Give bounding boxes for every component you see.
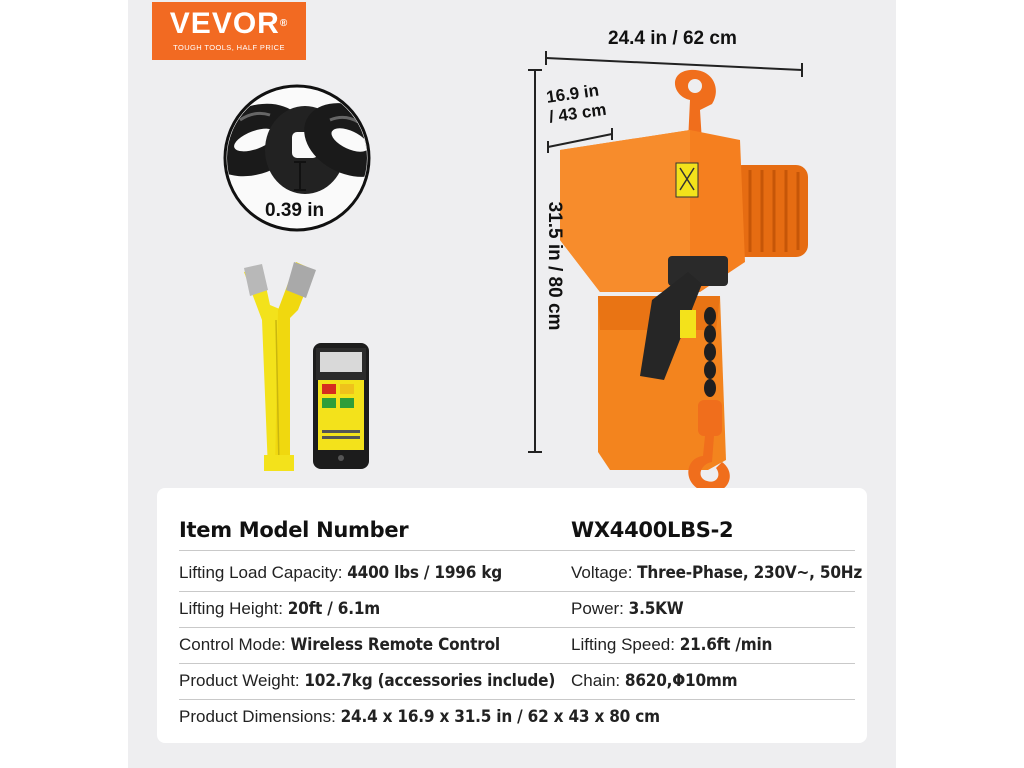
model-header: Item Model Number [179,518,409,542]
spec-value: 102.7kg (accessories include) [304,671,556,691]
spec-value: 24.4 x 16.9 x 31.5 in / 62 x 43 x 80 cm [340,707,660,727]
spec-key: Lifting Load Capacity: [179,563,348,582]
spec-row [179,627,855,664]
depth-dimension-label [545,80,608,128]
spec-cell [571,591,683,627]
spec-key: Voltage: [571,563,638,582]
spec-key: Control Mode: [179,635,291,654]
spec-value: 8620,Φ10mm [624,671,738,691]
brand-tagline: TOUGH TOOLS, HALF PRICE [173,43,285,52]
spec-cell [179,555,502,591]
height-dimension-label: 31.5 in / 80 cm [544,201,565,331]
dimensions-row [179,699,855,735]
spec-cell [571,627,772,663]
spec-row [179,663,855,700]
spec-cell [179,591,380,627]
electric-hoist-image [560,70,808,493]
spec-key: Lifting Speed: [571,635,680,654]
spec-cell [179,627,500,663]
specifications-table [157,488,867,743]
width-dimension-label: 24.4 in / 62 cm [608,28,737,49]
spec-key: Lifting Height: [179,599,288,618]
spec-key: Product Dimensions: [179,707,341,726]
spec-value: Wireless Remote Control [290,635,500,655]
spec-cell [179,663,555,699]
depth-dimension-in: 16.9 in [545,80,601,107]
registered-mark: ® [279,18,289,29]
spec-row [179,591,855,628]
remote-control-image [313,343,369,469]
model-value: WX4400LBS-2 [571,518,734,542]
lifting-sling-image [244,262,316,471]
brand-name: VEVOR [169,7,280,40]
spec-row [179,555,863,592]
spec-key: Chain: [571,671,625,690]
spec-cell [571,555,862,591]
spec-value: 4400 lbs / 1996 kg [347,563,503,583]
model-row [179,510,855,551]
depth-dimension-cm: / 43 cm [547,99,608,127]
spec-key: Product Weight: [179,671,305,690]
spec-key: Power: [571,599,629,618]
spec-value: Three-Phase, 230V~, 50Hz [637,563,863,583]
spec-value: 3.5KW [628,599,684,619]
chain-thickness-label: 0.39 in [265,200,325,221]
spec-value: 20ft / 6.1m [287,599,380,619]
spec-cell [179,699,660,735]
spec-value: 21.6ft /min [679,635,773,655]
spec-cell [571,663,737,699]
